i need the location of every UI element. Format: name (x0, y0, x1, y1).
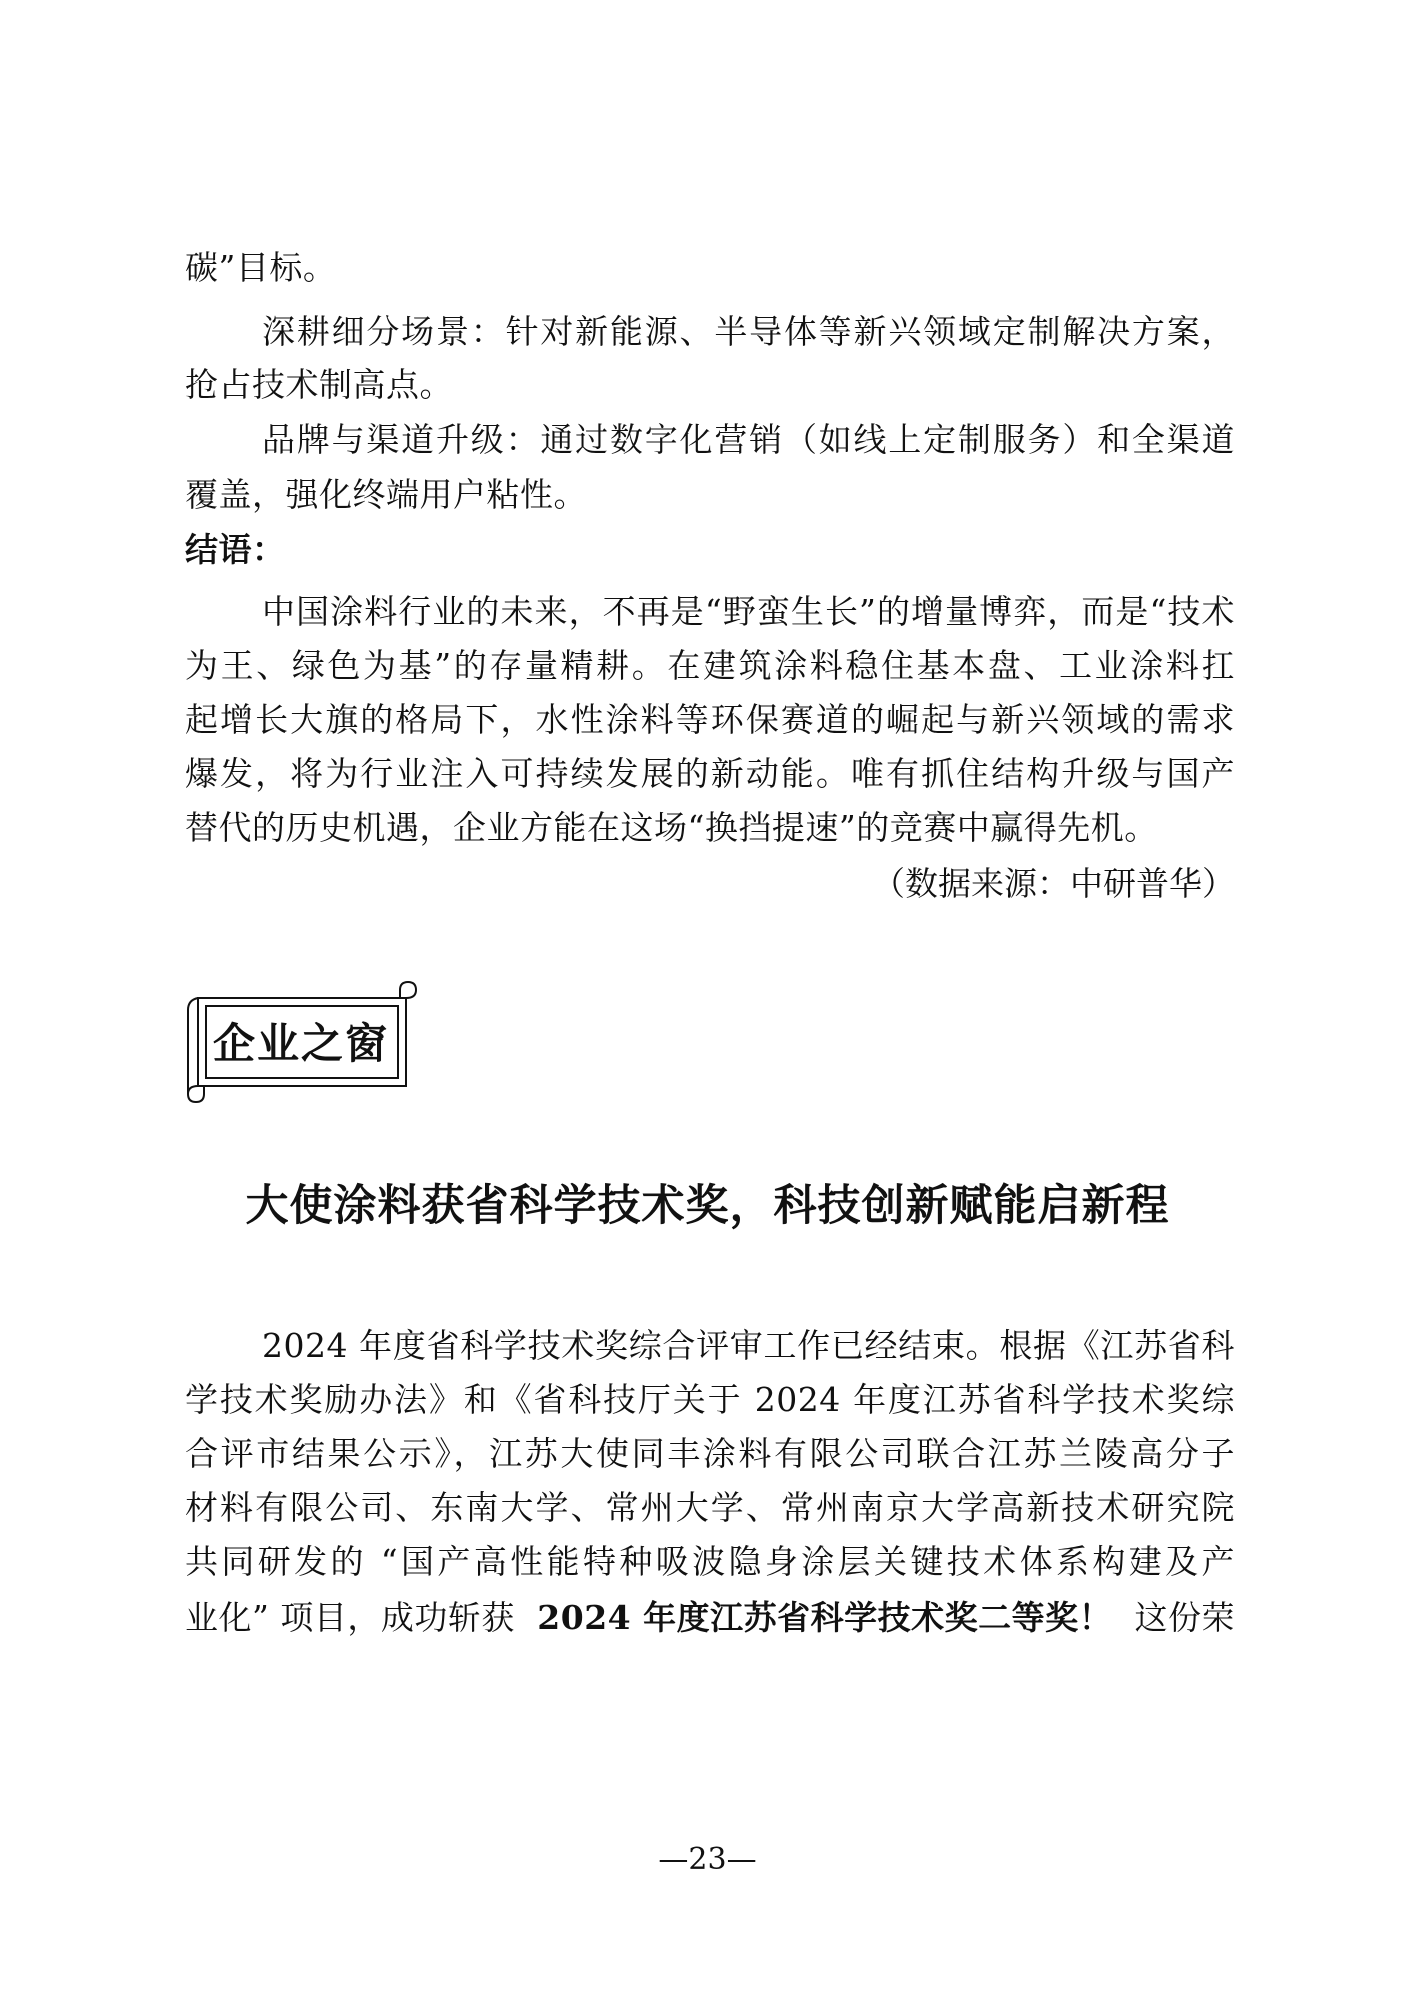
text-line: 中国涂料行业的未来，不再是“野蛮生长”的增量博弈，而是“技术 (262, 592, 1235, 631)
conclusion-heading: 结语： (185, 530, 286, 569)
text-line: 共同研发的 “国产高性能特种吸波隐身涂层关键技术体系构建及产 (185, 1542, 1235, 1581)
text-line: 品牌与渠道升级：通过数字化营销（如线上定制服务）和全渠道 (262, 420, 1235, 459)
section-banner (176, 980, 426, 1106)
text-line: 合评市结果公示》，江苏大使同丰涂料有限公司联合江苏兰陵高分子 (185, 1434, 1235, 1473)
text-line: 为王、绿色为基”的存量精耕。在建筑涂料稳住基本盘、工业涂料扛 (185, 646, 1235, 685)
text-line: 材料有限公司、东南大学、常州大学、常州南京大学高新技术研究院 (185, 1488, 1235, 1527)
text-segment: 业化” 项目，成功斩获 (185, 1598, 515, 1637)
award-highlight: 2024 年度江苏省科学技术奖二等奖！ (537, 1598, 1113, 1637)
text-line: 学技术奖励办法》和《省科技厅关于 2024 年度江苏省科学技术奖综 (185, 1380, 1235, 1419)
text-line: 2024 年度省科学技术奖综合评审工作已经结束。根据《江苏省科 (262, 1326, 1235, 1365)
article-title: 大使涂料获省科学技术奖，科技创新赋能启新程 (245, 1181, 1170, 1231)
text-line: 起增长大旗的格局下，水性涂料等环保赛道的崛起与新兴领域的需求 (185, 700, 1235, 739)
text-segment: 这份荣 (1134, 1598, 1235, 1637)
page-number: —23— (658, 1842, 757, 1877)
text-line: 抢占技术制高点。 (185, 365, 453, 404)
text-line: 碳”目标。 (185, 248, 337, 287)
text-line: 深耕细分场景：针对新能源、半导体等新兴领域定制解决方案， (262, 312, 1235, 351)
text-line: 覆盖，强化终端用户粘性。 (185, 475, 587, 514)
text-line: 替代的历史机遇，企业方能在这场“换挡提速”的竞赛中赢得先机。 (185, 808, 1158, 847)
data-source-note: （数据来源：中研普华） (872, 864, 1235, 903)
banner-label: 企业之窗 (212, 1019, 389, 1068)
text-line-last (185, 1598, 1235, 1638)
text-line: 爆发，将为行业注入可持续发展的新动能。唯有抓住结构升级与国产 (185, 754, 1235, 793)
